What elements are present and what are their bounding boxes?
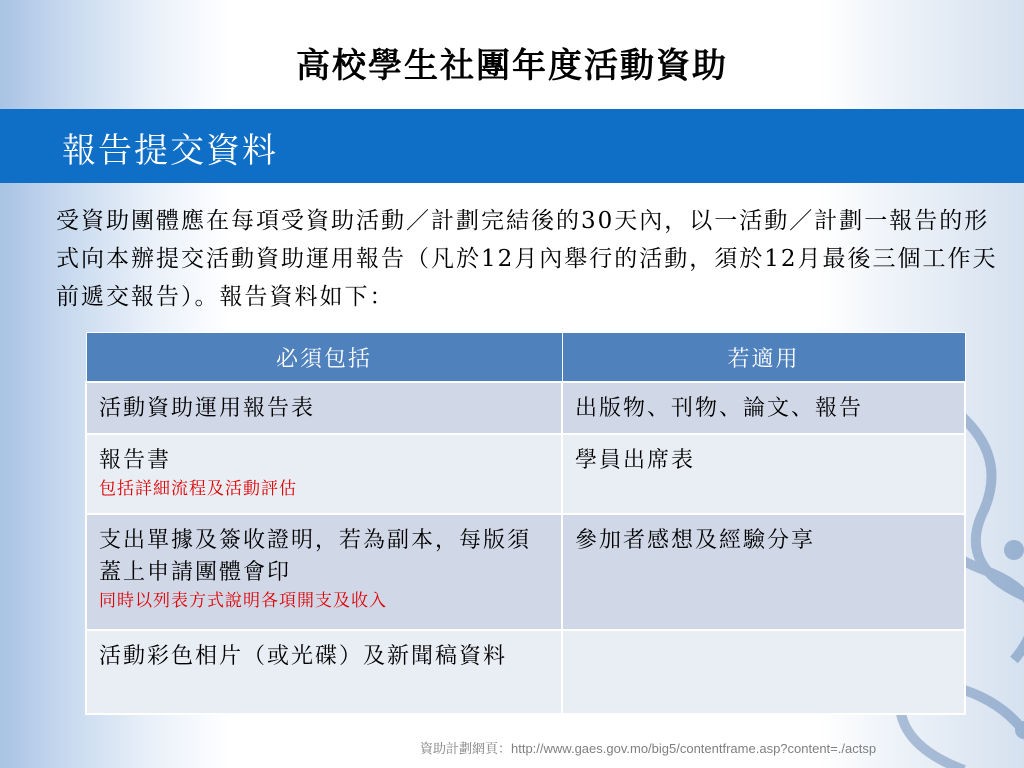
requirements-table [85,332,964,715]
cell-text: 報告書 [99,448,172,473]
slide-title: 高校學生社團年度活動資助 [296,46,728,86]
column-header-optional: 若適用 [562,333,965,383]
table-cell-optional: 參加者感想及經驗分享 [562,514,965,630]
table-row [86,434,965,514]
section-heading: 報告提交資料 [62,131,278,171]
table-cell-required [86,630,562,714]
cell-note: 同時以列表方式說明各項開支及收入 [99,591,387,611]
cell-text: 支出單據及簽收證明，若為副本，每版須蓋上申請團體會印 [99,528,532,585]
column-header-required: 必須包括 [86,333,562,383]
table-row [86,514,965,630]
section-banner [0,109,1024,183]
cell-note: 包括詳細流程及活動評估 [99,479,297,499]
intro-paragraph: 受資助團體應在每項受資助活動／計劃完結後的30天內，以一活動／計劃一報告的形式向本辦提交活動資助運用報告（凡於12月內舉行的活動，須於12月最後三個工作天前遞交報告）。報告資料如下： [56,208,998,310]
footer-link[interactable]: 資助計劃網頁：http://www.gaes.gov.mo/big5/contentframe.asp?content=./actsp [420,741,877,756]
cell-text: 活動彩色相片（或光碟）及新聞稿資料 [99,644,508,669]
table-cell-optional [562,630,965,714]
table-cell-optional: 出版物、刊物、論文、報告 [562,382,965,434]
cell-text: 活動資助運用報告表 [99,396,316,421]
table-row [86,382,965,434]
table-cell-required [86,382,562,434]
table-cell-required [86,434,562,514]
table-cell-optional: 學員出席表 [562,434,965,514]
table-cell-required [86,514,562,630]
table-row [86,630,965,714]
